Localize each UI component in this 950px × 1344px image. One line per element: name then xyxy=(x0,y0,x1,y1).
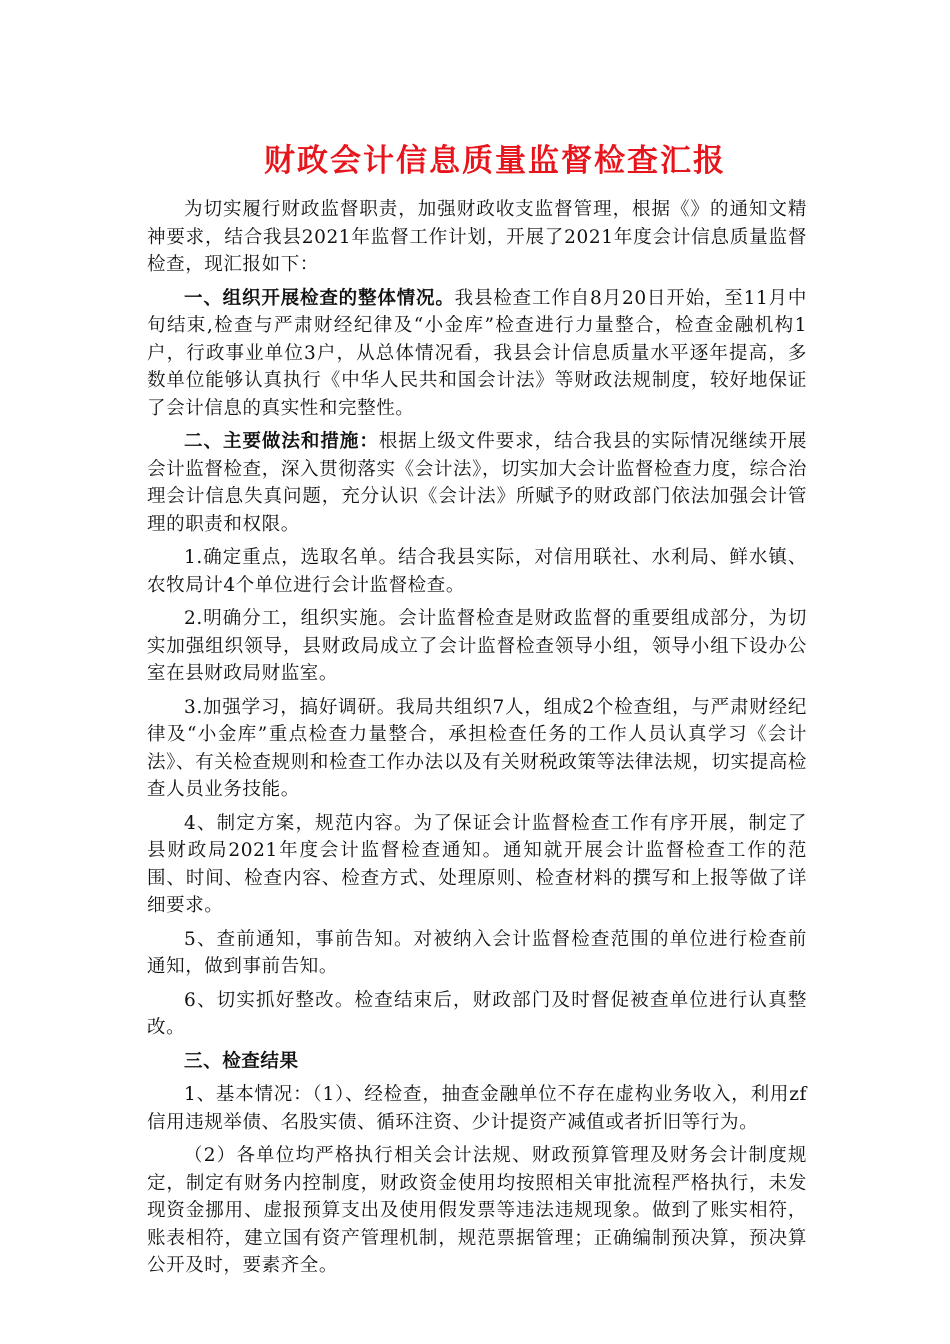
measure-item-2: 2.明确分工，组织实施。会计监督检查是财政监督的重要组成部分，为切实加强组织领导，县财政局成立了会计监督检查领导小组，领导小组下设办公室在县财政局财监室。 xyxy=(147,608,807,684)
section-2-paragraph xyxy=(147,428,807,538)
section-3-heading: 三、检查结果 xyxy=(184,1050,299,1072)
measure-item-6: 6、切实抓好整改。检查结束后，财政部门及时督促被查单位进行认真整改。 xyxy=(147,989,807,1038)
section-1-heading: 一、组织开展检查的整体情况。 xyxy=(184,287,455,309)
measure-item-4: 4、制定方案，规范内容。为了保证会计监督检查工作有序开展，制定了县财政局2021年度会计监督检查通知。通知就开展会计监督检查工作的范围、时间、检查内容、检查方式、处理原则、检查材料的撰写和上报等做了详细要求。 xyxy=(147,812,807,916)
section-2-heading: 二、主要做法和措施： xyxy=(184,431,379,452)
section-1-body: 我县检查工作自8月20日开始，至11月中旬结束,检查与严肃财经纪律及“小金库”检查进行力量整合，检查金融机构1户，行政事业单位3户，从总体情况看，我县会计信息质量水平逐年提高，多数单位能够认真执行《中华人民共和国会计法》等财政法规制度，较好地保证了会计信息的真实性和完整性。 xyxy=(147,287,807,419)
intro-paragraph: 为切实履行财政监督职责，加强财政收支监督管理，根据《》的通知文精神要求，结合我县2021年监督工作计划，开展了2021年度会计信息质量监督检查，现汇报如下： xyxy=(147,199,807,275)
section-2-body: 根据上级文件要求，结合我县的实际情况继续开展会计监督检查，深入贯彻落实《会计法》，切实加大会计监督检查力度，综合治理会计信息失真问题，充分认识《会计法》所赋予的财政部门依法加强会计管理的职责和权限。 xyxy=(147,431,807,535)
document-page xyxy=(147,138,807,1286)
result-paragraph-2: （2）各单位均严格执行相关会计法规、财政预算管理及财务会计制度规定，制定有财务内控制度，财政资金使用均按照相关审批流程严格执行，未发现资金挪用、虚报预算支出及使用假发票等违法违规现象。做到了账实相符，账表相符，建立国有资产管理机制，规范票据管理；正确编制预决算，预决算公开及时，要素齐全。 xyxy=(147,1145,807,1276)
measure-item-5: 5、查前通知，事前告知。对被纳入会计监督检查范围的单位进行检查前通知，做到事前告知。 xyxy=(147,928,807,977)
section-1-paragraph xyxy=(147,285,807,423)
document-title: 财政会计信息质量监督检查汇报 xyxy=(264,143,726,179)
measure-item-1: 1.确定重点，选取名单。结合我县实际，对信用联社、水利局、鲜水镇、农牧局计4个单位进行会计监督检查。 xyxy=(147,547,807,596)
result-paragraph-1: 1、基本情况：（1）、经检查，抽查金融单位不存在虚构业务收入，利用zf信用违规举债、名股实债、循环注资、少计提资产减值或者折旧等行为。 xyxy=(147,1084,807,1133)
measure-item-3: 3.加强学习，搞好调研。我局共组织7人，组成2个检查组，与严肃财经纪律及“小金库”重点检查力量整合，承担检查任务的工作人员认真学习《会计法》、有关检查规则和检查工作办法以及有关财税政策等法律法规，切实提高检查人员业务技能。 xyxy=(147,696,807,800)
